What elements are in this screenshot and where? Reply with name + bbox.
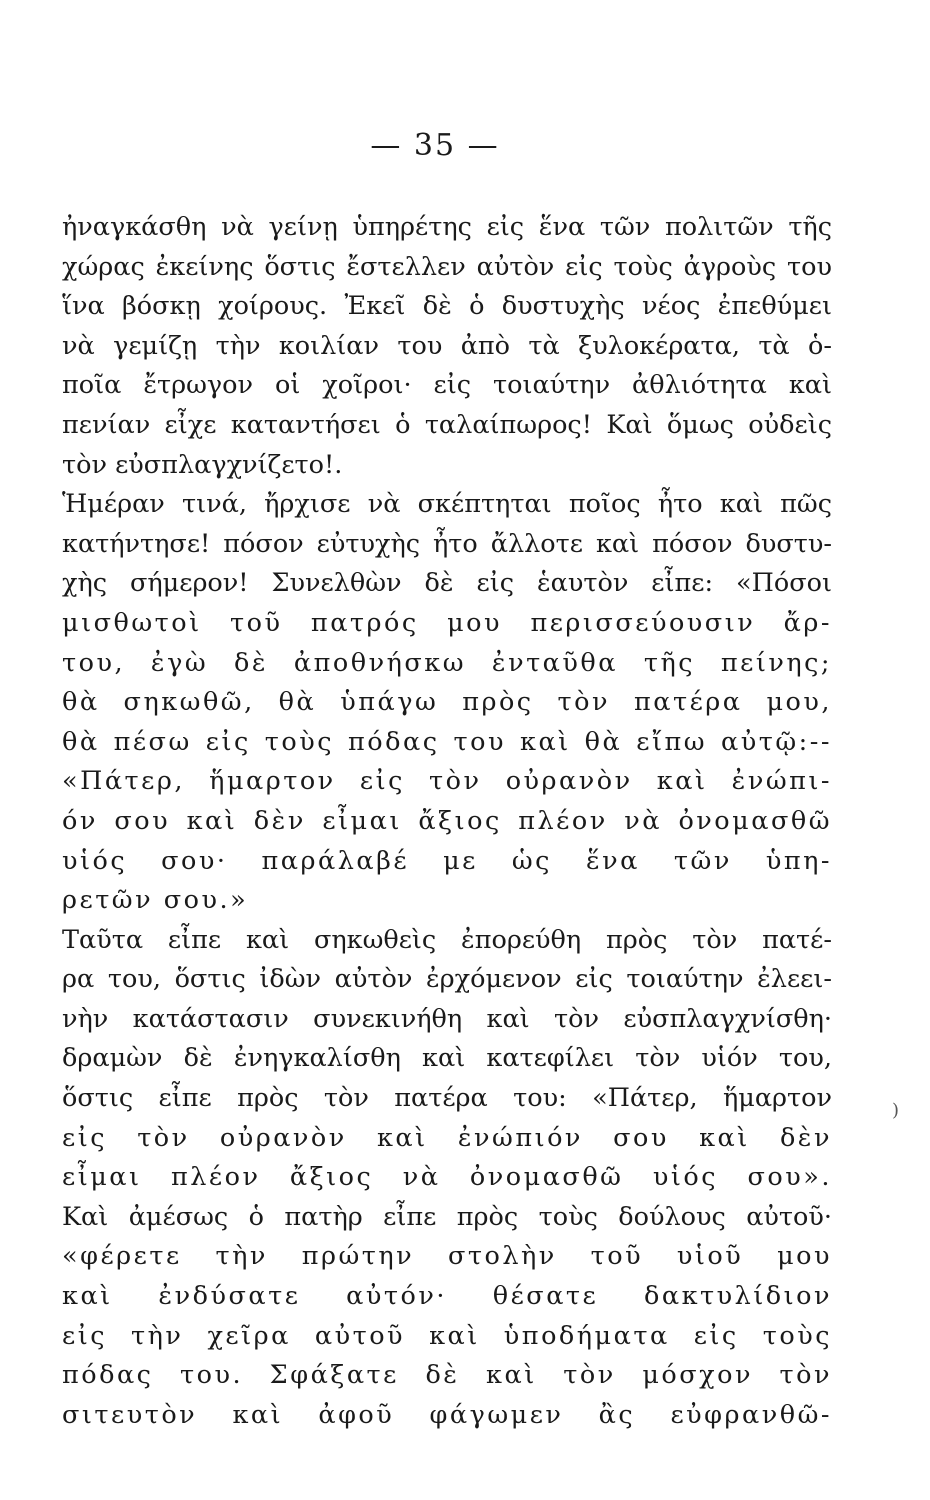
text-line: θὰ πέσω εἰς τοὺς πόδας του καὶ θὰ εἴπω αὐτῷ:-- [62, 726, 832, 757]
text-line: Καὶ ἀμέσως ὁ πατὴρ εἶπε πρὸς τοὺς δούλους αὐτοῦ· [62, 1201, 832, 1232]
text-line: θὰ σηκωθῶ, θὰ ὑπάγω πρὸς τὸν πατέρα μου, [62, 687, 832, 718]
text-line: «Πάτερ, ἥμαρτον εἰς τὸν οὐρανὸν καὶ ἐνώπι- [62, 766, 832, 797]
text-line: εἰς τὴν χεῖρα αὐτοῦ καὶ ὑποδήματα εἰς τοὺς [62, 1320, 832, 1351]
margin-mark: ) [892, 1100, 900, 1121]
text-line: του, ἐγὼ δὲ ἀποθνήσκω ἐνταῦθα τῆς πείνης; [62, 647, 832, 678]
text-line: εἰς τὸν οὐρανὸν καὶ ἐνώπιόν σου καὶ δὲν [62, 1122, 832, 1153]
text-line: μισθωτοὶ τοῦ πατρός μου περισσεύουσιν ἄρ- [62, 607, 832, 638]
text-line: καὶ ἐνδύσατε αὐτόν· θέσατε δακτυλίδιον [62, 1281, 832, 1312]
text-line: κατήντησε! πόσον εὐτυχὴς ἦτο ἄλλοτε καὶ πόσον δυστυ- [62, 528, 832, 559]
text-line: ἠναγκάσθη νὰ γείνῃ ὑπηρέτης εἰς ἕνα τῶν πολιτῶν τῆς [62, 212, 832, 242]
body-text [62, 208, 832, 1435]
text-line: ρετῶν σου.» [62, 885, 249, 916]
text-line: υἱός σου· παράλαβέ με ὡς ἕνα τῶν ὑπη- [62, 845, 832, 876]
text-line: ἵνα βόσκῃ χοίρους. Ἐκεῖ δὲ ὁ δυστυχὴς νέος ἐπεθύμει [62, 291, 832, 322]
text-line: χώρας ἐκείνης ὅστις ἔστελλεν αὐτὸν εἰς τοὺς ἀγροὺς του [62, 251, 832, 282]
text-line: χὴς σήμερον! Συνελθὼν δὲ εἰς ἑαυτὸν εἶπε: «Πόσοι [62, 568, 832, 599]
text-line: νὰ γεμίζῃ τὴν κοιλίαν του ἀπὸ τὰ ξυλοκέρατα, τὰ ὁ- [62, 330, 832, 361]
text-line: Ἡμέραν τινά, ἤρχισε νὰ σκέπτηται ποῖος ἦτο καὶ πῶς [62, 489, 832, 520]
text-line: δραμὼν δὲ ἐνηγκαλίσθη καὶ κατεφίλει τὸν υἱόν του, [62, 1043, 832, 1074]
text-line: πόδας του. Σφάξατε δὲ καὶ τὸν μόσχον τὸν [62, 1360, 832, 1391]
text-line: σιτευτὸν καὶ ἀφοῦ φάγωμεν ἂς εὐφρανθῶ- [62, 1399, 832, 1430]
text-line: ρα του, ὅστις ἰδὼν αὐτὸν ἐρχόμενον εἰς τοιαύτην ἐλεει- [62, 964, 832, 995]
text-line: ὅστις εἶπε πρὸς τὸν πατέρα του: «Πάτερ, ἥμαρτον [62, 1083, 832, 1114]
text-line: όν σου καὶ δὲν εἶμαι ἄξιος πλέον νὰ ὀνομασθῶ [62, 805, 832, 836]
text-line: πενίαν εἶχε καταντήσει ὁ ταλαίπωρος! Καὶ ὅμως οὐδεὶς [62, 409, 832, 440]
text-line: Ταῦτα εἶπε καὶ σηκωθεὶς ἐπορεύθη πρὸς τὸν πατέ- [62, 924, 832, 955]
text-line: «φέρετε τὴν πρώτην στολὴν τοῦ υἱοῦ μου [62, 1241, 832, 1272]
text-line: εἶμαι πλέον ἄξιος νὰ ὀνομασθῶ υἱός σου». [62, 1162, 832, 1193]
page-number: — 35 — [370, 128, 500, 163]
text-line: νὴν κατάστασιν συνεκινήθη καὶ τὸν εὐσπλαγχνίσθη· [62, 1003, 832, 1034]
text-line: τὸν εὐσπλαγχνίζετο!. [62, 449, 343, 480]
text-line: ποῖα ἔτρωγον οἱ χοῖροι· εἰς τοιαύτην ἀθλιότητα καὶ [62, 370, 832, 401]
